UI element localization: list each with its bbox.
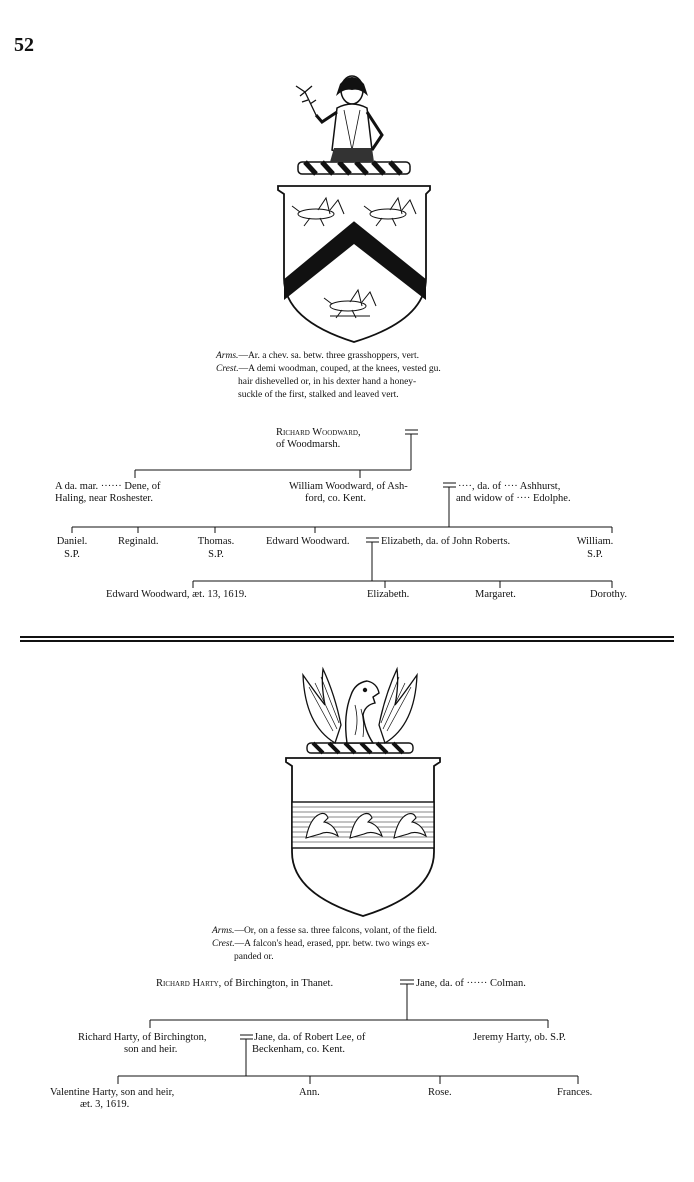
ashhurst-wife-line-2: and widow of ···· Edolphe.: [456, 493, 571, 504]
richard-woodward-name: Richard Woodward,: [276, 427, 361, 438]
harty-arms-text: —Or, on a fesse sa. three falcons, volant, of the field.: [234, 926, 437, 936]
richard-harty-name: Richard Harty,: [156, 978, 222, 989]
richard-harty-son-line-1: Richard Harty, of Birchington,: [78, 1032, 207, 1043]
thomas-note: S.P.: [208, 549, 224, 560]
william-woodward-line-2: ford, co. Kent.: [305, 493, 366, 504]
gen3-edward: Edward Woodward.: [266, 536, 350, 547]
william-note: S.P.: [587, 549, 603, 560]
gen4-elizabeth: Elizabeth.: [367, 589, 410, 600]
richard-harty-place: of Birchington, in Thanet.: [221, 978, 334, 989]
richard-woodward-place: of Woodmarsh.: [276, 439, 341, 450]
william-name: William.: [576, 536, 614, 547]
harty-crest-label: Crest.: [212, 939, 235, 949]
dene-daughter-line-2: Haling, near Roshester.: [55, 493, 153, 504]
crest-line-1: —A demi woodman, couped, at the knees, vested gu.: [238, 364, 441, 374]
gen3-elizabeth-roberts: Elizabeth, da. of John Roberts.: [381, 536, 511, 547]
jane-colman: Jane, da. of ······ Colman.: [416, 978, 526, 989]
richard-harty-son-line-2: son and heir.: [124, 1044, 178, 1055]
harty-arms-label: Arms.: [212, 926, 235, 936]
arms-text: —Ar. a chev. sa. betw. three grasshoppers, vert.: [238, 351, 419, 361]
jane-lee-line-1: Jane, da. of Robert Lee, of: [254, 1032, 366, 1043]
harty-frances: Frances.: [557, 1087, 593, 1098]
daniel-note: S.P.: [64, 549, 80, 560]
harty-ann: Ann.: [299, 1087, 320, 1098]
richard-harty-progenitor: [156, 977, 333, 990]
harty-crest-line-2: panded or.: [234, 952, 274, 962]
valentine-harty-line-1: Valentine Harty, son and heir,: [50, 1087, 175, 1098]
arms-label: Arms.: [216, 351, 239, 361]
crest-label: Crest.: [216, 364, 239, 374]
harty-rose: Rose.: [428, 1087, 452, 1098]
jeremy-harty: Jeremy Harty, ob. S.P.: [473, 1032, 566, 1043]
william-woodward-line-1: William Woodward, of Ash-: [289, 481, 408, 492]
dene-daughter-line-1: A da. mar. ······ Dene, of: [55, 481, 161, 492]
daniel-name: Daniel.: [56, 536, 88, 547]
jane-lee-line-2: Beckenham, co. Kent.: [252, 1044, 346, 1055]
harty-crest-line-1: —A falcon's head, erased, ppr. betw. two wings ex-: [234, 939, 430, 949]
gen4-dorothy: Dorothy.: [590, 589, 627, 600]
ashhurst-wife-line-1: ····, da. of ···· Ashhurst,: [458, 481, 561, 492]
gen4-edward: Edward Woodward, æt. 13, 1619.: [106, 589, 247, 600]
gen4-margaret: Margaret.: [475, 589, 516, 600]
gen3-reginald: Reginald.: [118, 536, 159, 547]
page-number: 52: [14, 34, 34, 56]
crest-line-3: suckle of the first, stalked and leaved vert.: [238, 390, 399, 400]
thomas-name: Thomas.: [197, 536, 235, 547]
valentine-harty-line-2: æt. 3, 1619.: [80, 1099, 130, 1110]
crest-line-2: hair dishevelled or, in his dexter hand a honey-: [238, 377, 417, 387]
